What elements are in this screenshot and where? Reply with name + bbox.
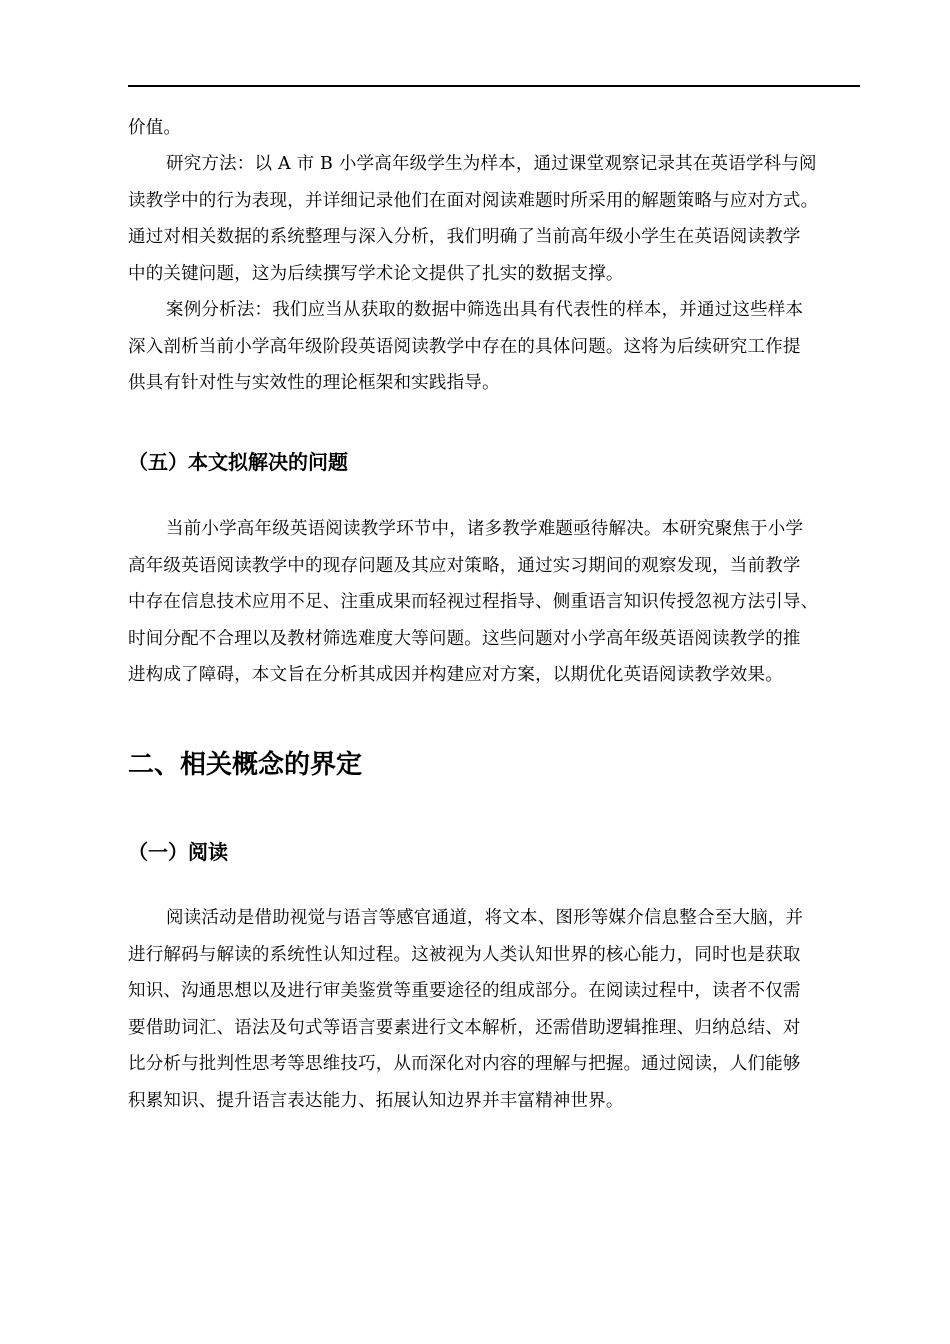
paragraph-line: 比分析与批判性思考等思维技巧，从而深化对内容的理解与把握。通过阅读，人们能够 xyxy=(128,1054,801,1074)
section-heading: （一）阅读 xyxy=(128,840,228,864)
paragraph-line: 案例分析法：我们应当从获取的数据中筛选出具有代表性的样本，并通过这些样本 xyxy=(166,300,804,320)
paragraph-line: 时间分配不合理以及教材筛选难度大等问题。这些问题对小学高年级英语阅读教学的推 xyxy=(128,629,801,649)
paragraph-line: 阅读活动是借助视觉与语言等感官通道，将文本、图形等媒介信息整合至大脑，并 xyxy=(166,908,804,928)
paragraph-line: 中存在信息技术应用不足、注重成果而轻视过程指导、侧重语言知识传授忽视方法引导、 xyxy=(128,592,819,612)
paragraph-line: 进构成了障碍，本文旨在分析其成因并构建应对方案，以期优化英语阅读教学效果。 xyxy=(128,665,783,685)
paragraph-line: 知识、沟通思想以及进行审美鉴赏等重要途径的组成部分。在阅读过程中，读者不仅需 xyxy=(128,981,801,1001)
paragraph-line: 要借助词汇、语法及句式等语言要素进行文本解析，还需借助逻辑推理、归纳总结、对 xyxy=(128,1018,801,1038)
header-rule xyxy=(128,85,860,87)
paragraph-line: 读教学中的行为表现，并详细记录他们在面对阅读难题时所采用的解题策略与应对方式。 xyxy=(128,191,819,211)
paragraph-line: 研究方法：以 A 市 B 小学高年级学生为样本，通过课堂观察记录其在英语学科与阅 xyxy=(166,154,817,174)
paragraph-line: 价值。 xyxy=(128,118,182,138)
paragraph-line: 当前小学高年级英语阅读教学环节中，诸多教学难题亟待解决。本研究聚焦于小学 xyxy=(166,519,804,539)
paragraph-line: 深入剖析当前小学高年级阶段英语阅读教学中存在的具体问题。这将为后续研究工作提 xyxy=(128,337,801,357)
paragraph-line: 高年级英语阅读教学中的现存问题及其应对策略，通过实习期间的观察发现，当前教学 xyxy=(128,556,801,576)
chapter-heading: 二、相关概念的界定 xyxy=(128,750,363,780)
paragraph-line: 供具有针对性与实效性的理论框架和实践指导。 xyxy=(128,373,500,393)
section-heading: （五）本文拟解决的问题 xyxy=(128,450,348,474)
paragraph-line: 进行解码与解读的系统性认知过程。这被视为人类认知世界的核心能力，同时也是获取 xyxy=(128,945,801,965)
paragraph-line: 通过对相关数据的系统整理与深入分析，我们明确了当前高年级小学生在英语阅读教学 xyxy=(128,227,801,247)
paragraph-line: 中的关键问题，这为后续撰写学术论文提供了扎实的数据支撑。 xyxy=(128,264,624,284)
paragraph-line: 积累知识、提升语言表达能力、拓展认知边界并丰富精神世界。 xyxy=(128,1091,624,1111)
